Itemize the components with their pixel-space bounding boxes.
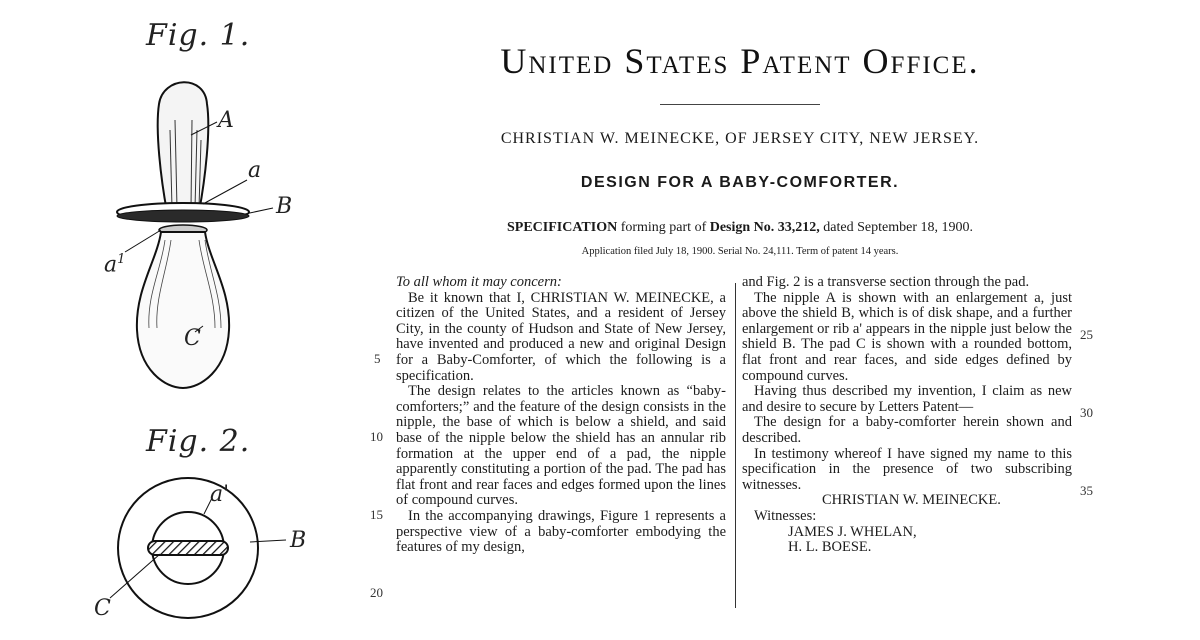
line-number: 5	[374, 351, 381, 366]
salutation: To all whom it may concern:	[396, 274, 562, 290]
fig1-ref-a: a	[248, 158, 262, 183]
line-number: 25	[1080, 327, 1093, 342]
inventor-line: CHRISTIAN W. MEINECKE, OF JERSEY CITY, NEW JERSEY.	[500, 130, 980, 147]
spec-bold: SPECIFICATION	[507, 220, 618, 235]
spec-mid: forming part of	[620, 220, 707, 235]
left-column	[396, 275, 726, 556]
application-line: Application filed July 18, 1900. Serial No. 24,111. Term of patent 14 years.	[581, 246, 899, 257]
paragraph: In the accompanying drawings, Figure 1 represents a perspective view of a baby-comforter embodying the features of my design,	[396, 507, 726, 556]
paragraph: In testimony whereof I have signed my name to this specification in the presence of two subscribing witnesses.	[742, 445, 1072, 493]
fig1-label: Fig. 1.	[146, 18, 251, 53]
line-number: 20	[370, 585, 383, 600]
line-number: 10	[370, 429, 383, 444]
fig2-ref-C: C	[94, 596, 111, 621]
paragraph: The design for a baby-comforter herein shown and described.	[742, 414, 1072, 446]
fig2-label: Fig. 2.	[146, 424, 251, 459]
line-number: 15	[370, 507, 383, 522]
spec-design: Design No. 33,212,	[709, 220, 820, 235]
paragraph: Having thus described my invention, I claim as new and desire to secure by Letters Patent—	[742, 383, 1072, 415]
patent-office-title: United States Patent Office.	[500, 41, 980, 81]
fig2-ref-a1: a'	[210, 482, 230, 507]
fig1-ref-A: A	[218, 108, 234, 133]
line-number: 35	[1080, 483, 1093, 498]
witness-name: H. L. BOESE.	[788, 539, 872, 556]
title-rule	[660, 104, 820, 105]
specification-line	[360, 220, 1120, 236]
paragraph: Be it known that I, CHRISTIAN W. MEINECKE, a citizen of the United States, and a resident of Jersey City, in the county of Hudson and State of New Jersey, have invented and produced a new and original Design for a Baby-Comforter, of which the following is a specification.	[396, 289, 726, 384]
fig1-ref-C: C	[184, 326, 201, 351]
design-title: DESIGN FOR A BABY-COMFORTER.	[580, 174, 900, 191]
paragraph: and Fig. 2 is a transverse section through the pad.	[742, 274, 1030, 290]
paragraph: The design relates to the articles known as “baby-comforters;” and the feature of the design consists in the nipple, the base of which is below a shield, and said base of the nipple below the shield has an annular rib formation at the upper end of a pad, the nipple apparently constituting a portion of the pad. The pad has flat front and rear faces and edges formed upon the lines of compound curves.	[396, 383, 726, 509]
fig2-ref-B: B	[290, 528, 307, 553]
fig1-drawing	[95, 70, 325, 410]
right-column	[742, 275, 1072, 556]
paragraph: The nipple A is shown with an enlargement a, just above the shield B, which is of disk shape, and a further enlargement or rib a' appears in the nipple just below the shield B. The pad C is shown with a rounded bottom, flat front and rear faces, and side edges defined by compound curves.	[742, 289, 1072, 384]
fig1-ref-a1: $a^1$	[104, 252, 126, 278]
fig1-ref-B: B	[276, 194, 293, 219]
witness-name: JAMES J. WHELAN,	[788, 523, 917, 540]
column-divider	[735, 283, 736, 608]
signature: CHRISTIAN W. MEINECKE.	[822, 492, 1001, 509]
spec-date: dated September 18, 1900.	[823, 220, 973, 235]
witnesses-label: Witnesses:	[754, 507, 817, 524]
line-number: 30	[1080, 405, 1093, 420]
